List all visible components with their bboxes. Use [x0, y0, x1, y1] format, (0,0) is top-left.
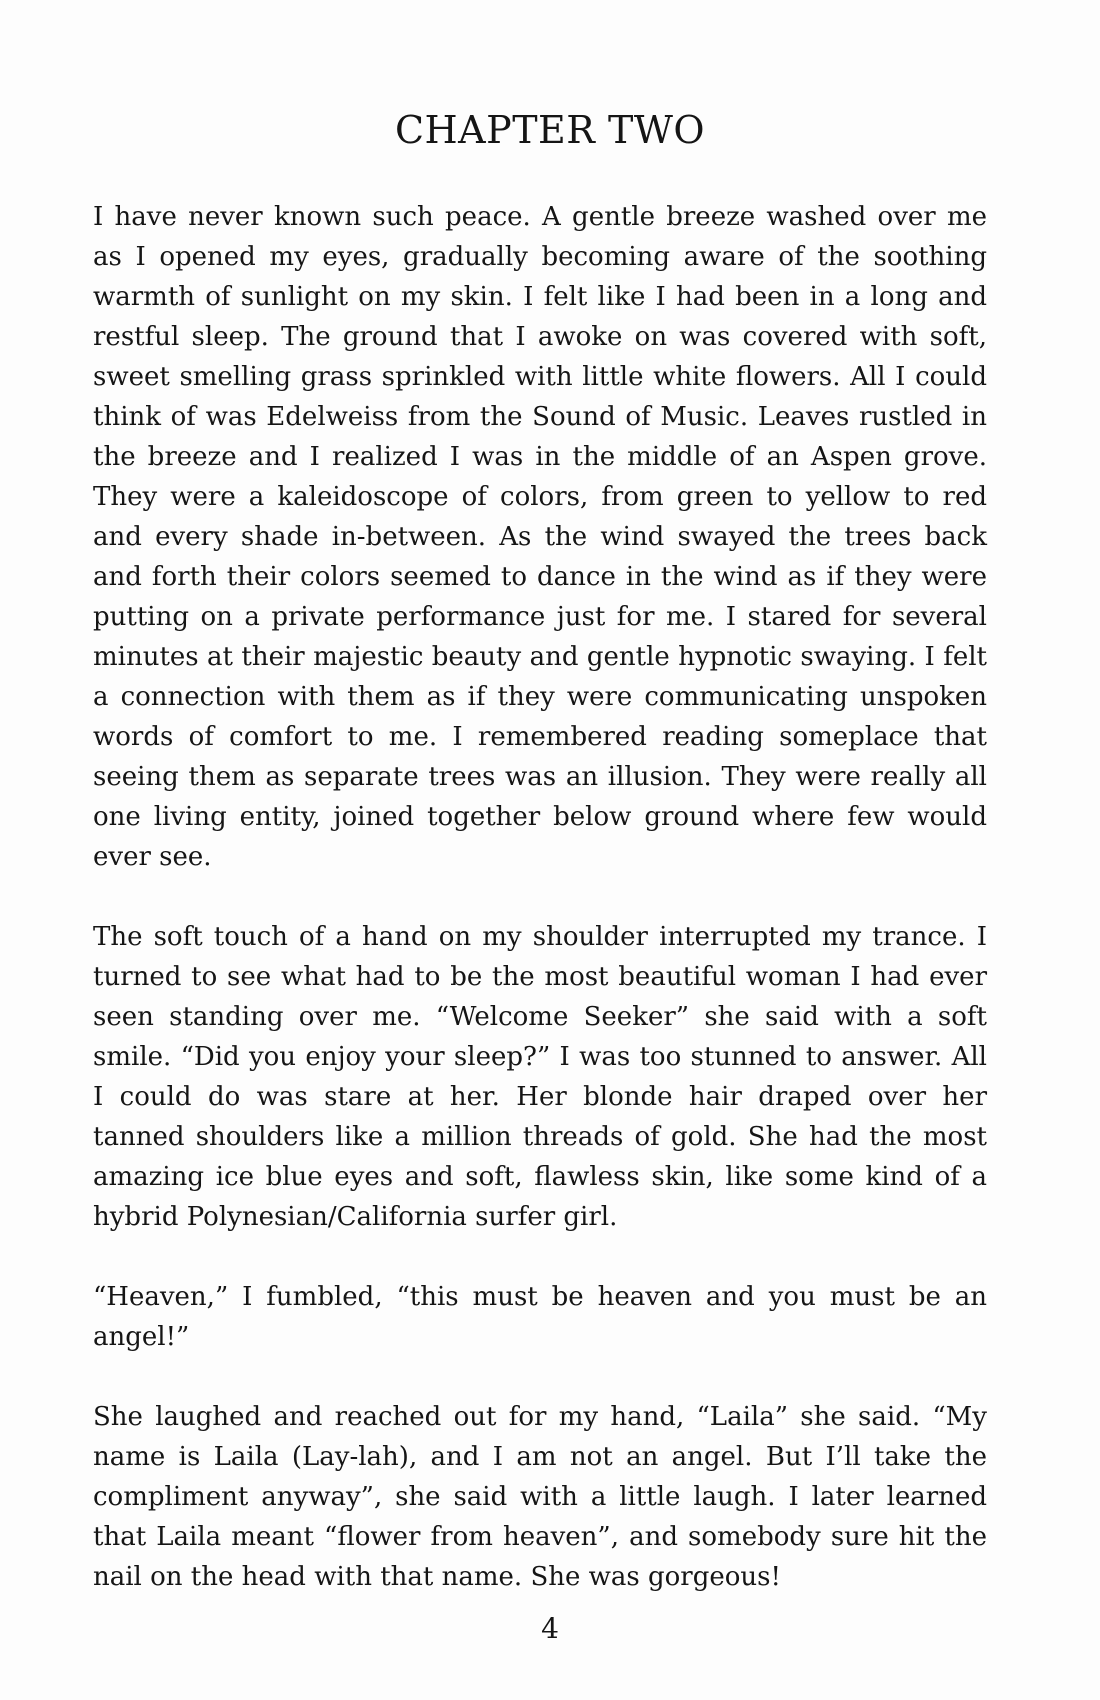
- paragraph: I have never known such peace. A gentle breeze washed over me as I opened my eyes, gradually becoming aware of the soothing warmth of sunlight on my skin. I felt like I had been in a long and restful sleep. The ground that I awoke on was covered with soft, sweet smelling grass sprinkled with little white flowers. All I could think of was Edelweiss from the Sound of Music. Leaves rustled in the breeze and I realized I was in the middle of an Aspen grove. They were a kaleidoscope of colors, from green to yellow to red and every shade in-between. As the wind swayed the trees back and forth their colors seemed to dance in the wind as if they were putting on a private performance just for me. I stared for several minutes at their majestic beauty and gentle hypnotic swaying. I felt a connection with them as if they were communicating unspoken words of comfort to me. I remembered reading someplace that seeing them as separate trees was an illusion. They were really all one living entity, joined together below ground where few would ever see.: [93, 202, 987, 872]
- paragraph: She laughed and reached out for my hand, “Laila” she said. “My name is Laila (Lay-lah), and I am not an angel. But I’ll take the compliment anyway”, she said with a little laugh. I later learned that Laila meant “flower from heaven”, and somebody sure hit the nail on the head with that name. She was gorgeous!: [93, 1402, 987, 1592]
- page-number: 4: [541, 1612, 559, 1645]
- paragraph: The soft touch of a hand on my shoulder interrupted my trance. I turned to see what had to be the most beautiful woman I had ever seen standing over me. “Welcome Seeker” she said with a soft smile. “Did you enjoy your sleep?” I was too stunned to answer. All I could do was stare at her. Her blonde hair draped over her tanned shoulders like a million threads of gold. She had the most amazing ice blue eyes and soft, flawless skin, like some kind of a hybrid Polynesian/California surfer girl.: [93, 922, 987, 1232]
- body-text: [93, 197, 987, 1597]
- paragraph: “Heaven,” I fumbled, “this must be heaven and you must be an angel!”: [93, 1282, 987, 1352]
- chapter-title: CHAPTER TWO: [394, 108, 706, 152]
